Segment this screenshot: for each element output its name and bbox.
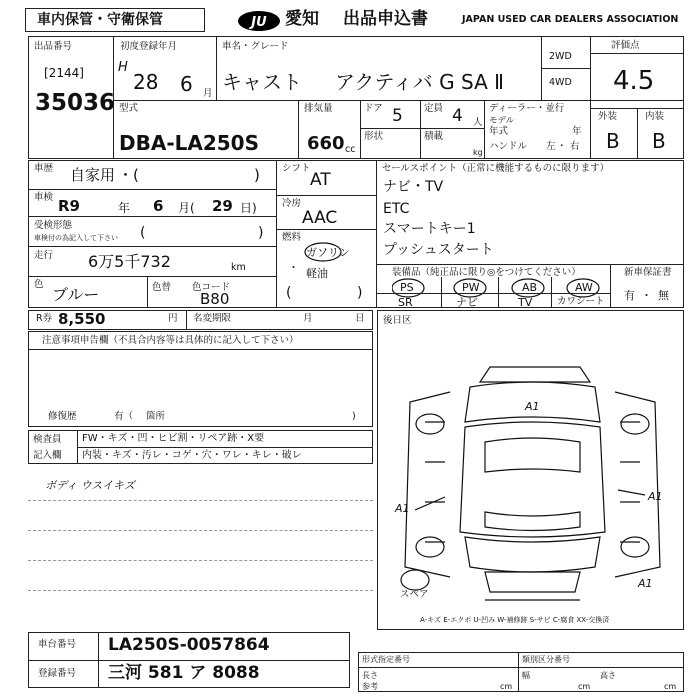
repair-place: 箇所 — [146, 411, 166, 422]
repair-label: 修復歴 — [48, 411, 77, 422]
damage-mark: A1 — [395, 502, 410, 515]
footer-width: 幅 — [522, 671, 530, 680]
ac-value: AAC — [302, 208, 338, 228]
fuel-gasoline: ガソリン — [306, 246, 350, 259]
history-close: ) — [254, 166, 260, 184]
footer-class-label: 類別区分番号 — [522, 655, 570, 664]
inspection-day-unit: 日) — [240, 201, 257, 215]
lot-label: 出品番号 — [34, 41, 73, 52]
org-english: JAPAN USED CAR DEALERS ASSOCIATION — [462, 14, 679, 25]
first-registration-label: 初度登録年月 — [120, 41, 178, 52]
score-label: 評価点 — [611, 40, 640, 51]
history-label: 車歴 — [34, 163, 54, 174]
displacement-value: 660 — [307, 133, 345, 154]
exterior-value: B — [606, 129, 620, 153]
drive-4wd: 4WD — [549, 77, 572, 88]
color-code-label: 色コード — [192, 282, 231, 293]
warranty-label: 新車保証書 — [624, 267, 672, 278]
damage-mark: A1 — [648, 490, 663, 503]
footer-cm3: cm — [664, 682, 677, 691]
org-logo — [237, 10, 281, 32]
color-code: B80 — [200, 290, 230, 308]
capacity-value: 4 — [452, 106, 463, 126]
fuel-diesel: 軽油 — [306, 267, 328, 280]
equipment-item: TV — [518, 296, 533, 309]
inspector-label2: 記入欄 — [33, 450, 62, 461]
handle-dot: ・ — [557, 141, 567, 152]
vehicle-grade: アクティバ G SA Ⅱ — [335, 70, 504, 94]
footer-type-label: 形式指定番号 — [362, 655, 410, 664]
model-year-label: モデル — [489, 116, 515, 126]
footer-cm2: cm — [578, 682, 591, 691]
score-value: 4.5 — [613, 66, 655, 96]
chassis-label: 車台番号 — [38, 639, 77, 650]
equipment-circles — [392, 277, 607, 299]
registration-value: 三河 581 ア 8088 — [108, 663, 260, 683]
ac-label: 冷房 — [282, 198, 302, 209]
interior-value: B — [652, 129, 666, 153]
model-year-label2: 年式 — [489, 126, 509, 137]
selling-point-item: ナビ・TV — [383, 179, 444, 195]
fuel-circle — [303, 241, 343, 263]
first-registration-era: H — [118, 60, 128, 75]
inspection-era: R9 — [58, 197, 80, 215]
acceptance-label: 受検形態 — [34, 220, 73, 231]
equipment-label: 装備品（純正品に限り◎をつけてください） — [392, 267, 581, 278]
capacity-label: 定員 — [424, 103, 444, 114]
chassis-value: LA250S-0057864 — [108, 635, 270, 655]
repair-close: ) — [352, 411, 356, 422]
exterior-label: 外装 — [598, 111, 618, 122]
mileage-unit: km — [231, 262, 246, 273]
payload-unit: kg — [473, 148, 483, 157]
footer-ref: 参考 — [362, 682, 378, 691]
handwritten-lines — [28, 470, 373, 618]
warranty-no: 無 — [658, 289, 669, 302]
color-value: ブルー — [52, 285, 100, 304]
first-registration-year: 28 — [133, 70, 159, 94]
model-value: DBA-LA250S — [119, 131, 259, 155]
repair-value: 有（ — [114, 411, 134, 422]
inspector-handwritten-note: ボディ ウスイキズ — [45, 479, 135, 492]
inspector-fw-row: FW・キズ・凹・ヒビ割・リペア跡・X要 — [82, 433, 265, 444]
payload-label: 積載 — [424, 131, 444, 142]
acceptance-sub: 車検付の為記入して下さい — [34, 234, 118, 242]
storage-label: 車内保管・守衛保管 — [37, 12, 163, 28]
selling-point-item: スマートキー1 — [383, 221, 476, 237]
handle-right: 右 — [570, 141, 580, 152]
footer-length: 長さ — [362, 671, 378, 680]
selling-point-item: ETC — [383, 201, 410, 217]
handle-left: 左 — [546, 141, 556, 152]
model-label: 型式 — [119, 103, 139, 114]
inspection-label: 車検 — [34, 192, 54, 203]
vehicle-name-label: 車名・グレード — [222, 41, 289, 52]
inspector-label1: 検査員 — [33, 434, 62, 445]
recycle-unit: 円 — [168, 313, 178, 324]
mileage-label: 走行 — [34, 250, 54, 261]
acceptance-close: ) — [258, 225, 264, 241]
history-paren: ・( — [118, 166, 139, 184]
registration-label: 登録番号 — [38, 668, 77, 679]
acceptance-open: ( — [140, 225, 146, 241]
equipment-item: PS — [400, 281, 414, 294]
tax-day-unit: 日 — [355, 313, 365, 324]
warranty-yes: 有 — [624, 289, 635, 302]
damage-mark: A1 — [525, 400, 540, 413]
displacement-unit: cc — [345, 144, 356, 155]
fuel-dot: ・ — [288, 261, 299, 274]
equipment-item: カワシート — [557, 296, 605, 307]
damage-legend: A-キズ E-エクボ U-凹み W-補修跡 S-サビ C-腐食 XX-交換済 — [420, 616, 610, 624]
car-diagram — [390, 362, 675, 612]
equipment-item: AW — [575, 281, 593, 294]
warranty-dot: ・ — [641, 289, 652, 302]
damage-mark: A1 — [638, 577, 653, 590]
equipment-item: ナビ — [456, 296, 478, 309]
interior-label: 内装 — [645, 111, 665, 122]
notes-label: 注意事項申告欄（不具合内容等は具体的に記入して下さい） — [42, 335, 299, 346]
inspection-month: 6 — [153, 197, 164, 215]
inspector-int-row: 内装・キズ・汚レ・コゲ・穴・ワレ・キレ・破レ — [82, 450, 302, 461]
lot-bracket-number: [2144] — [44, 66, 84, 80]
spare-label: スペア — [400, 589, 429, 600]
displacement-label: 排気量 — [304, 103, 333, 114]
drive-2wd: 2WD — [549, 51, 572, 62]
fuel-paren-open: ( — [286, 285, 292, 301]
recycle-value: 8,550 — [58, 310, 106, 328]
rear-label: 後日区 — [383, 315, 412, 326]
org-name: 愛知 — [285, 9, 319, 29]
dealer-label: ディーラー・並行 — [489, 103, 565, 114]
tax-label: 名変期限 — [193, 313, 232, 324]
color-label: 色 — [34, 279, 44, 290]
fuel-paren-close: ) — [357, 285, 363, 301]
recycle-label: R券 — [36, 313, 53, 324]
capacity-unit: 人 — [473, 117, 483, 128]
shift-label: シフト — [282, 163, 311, 174]
inspection-month-unit: 月( — [178, 201, 195, 215]
equipment-item: PW — [462, 281, 480, 294]
equipment-item: AB — [522, 281, 538, 294]
color-repaint-label: 色替 — [152, 282, 172, 293]
selling-point-item: プッシュスタート — [383, 242, 494, 258]
mileage-value: 6万5千732 — [88, 252, 171, 271]
shape-label: 形状 — [364, 131, 384, 142]
footer-cm: cm — [500, 682, 513, 691]
inspection-year-unit: 年 — [118, 201, 131, 215]
vehicle-name: キャスト — [222, 70, 302, 94]
selling-points-label: セールスポイント（正常に機能するものに限ります） — [382, 163, 610, 174]
tax-month-unit: 月 — [303, 313, 313, 324]
fuel-label: 燃料 — [282, 232, 302, 243]
first-registration-month: 6 — [180, 72, 193, 96]
doors-value: 5 — [392, 106, 403, 126]
footer-height: 高さ — [600, 671, 616, 680]
doors-label: ドア — [364, 103, 383, 114]
lot-number: 35036 — [35, 90, 116, 116]
history-value: 自家用 — [70, 166, 116, 184]
model-year-unit: 年 — [572, 126, 582, 137]
first-registration-month-unit: 月 — [203, 88, 213, 99]
equipment-item: SR — [398, 296, 413, 309]
form-title: 出品申込書 — [343, 9, 428, 29]
inspection-day: 29 — [212, 197, 233, 215]
logo-text: JU — [251, 15, 267, 30]
shift-value: AT — [310, 170, 331, 190]
handle-label: ハンドル — [489, 141, 528, 152]
